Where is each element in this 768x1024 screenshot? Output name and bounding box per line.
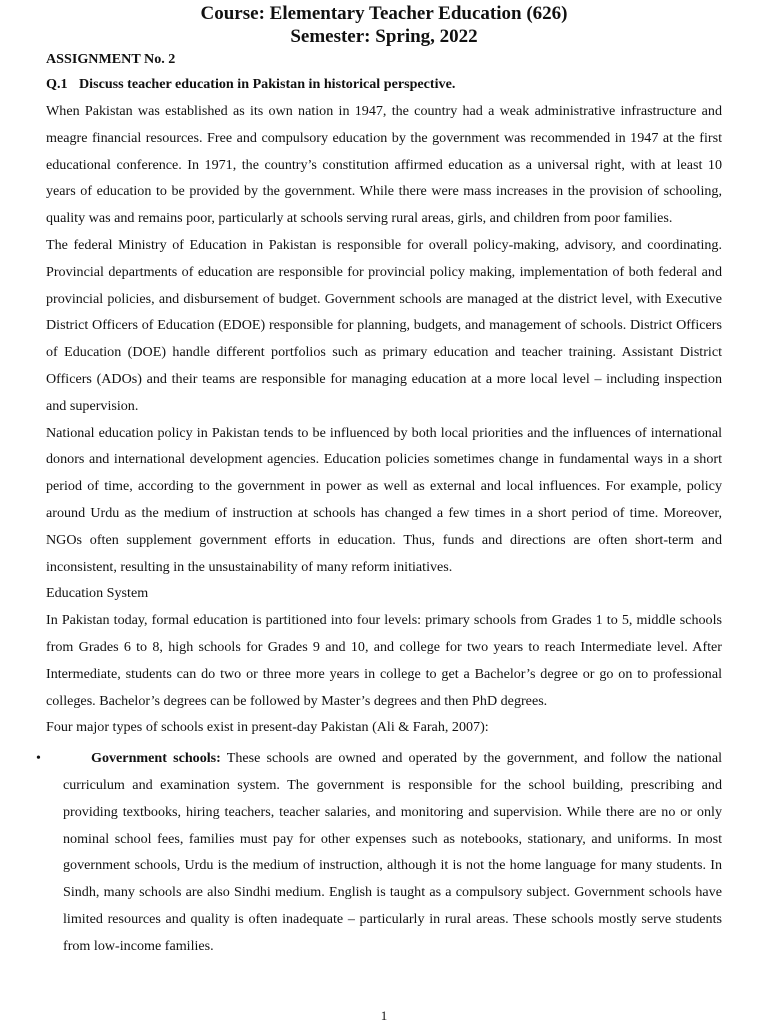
semester-title: Semester: Spring, 2022 xyxy=(290,26,478,47)
bullet-paragraph xyxy=(63,745,722,959)
bullet-icon: • xyxy=(36,750,41,767)
document-header xyxy=(0,0,768,48)
paragraph-policy: National education policy in Pakistan tends to be influenced by both local priorities and the influences of international donors and international development agencies. Education policies sometimes change in fundamental ways in a short period of time, according to the government in power as well as external and local influences. For example, policy around Urdu as the medium of instruction at schools has changed a few times in a short period of time. Moreover, NGOs often supplement government efforts in education. Thus, funds and directions are often short-term and inconsistent, resulting in the unsustainability of many reform initiatives. xyxy=(46,424,722,575)
question-number: Q.1 xyxy=(46,76,68,92)
document-body xyxy=(36,49,722,960)
paragraph-education-system: In Pakistan today, formal education is partitioned into four levels: primary schools from Grades 1 to 5, middle schools from Grades 6 to 8, high schools for Grades 9 and 10, and college for two years to reach Intermediate level. After Intermediate, students can do two or three more years in college to get a Bachelor’s degree or go on to professional colleges. Bachelor’s degrees can be followed by Master’s degrees and then PhD degrees. xyxy=(46,612,722,709)
bullet-text: These schools are owned and operated by the government, and follow the national curriculum and examination system. The government is responsible for the school building, prescribing and providing textbooks, hiring teachers, teacher salaries, and monitoring and supervision. While there are no or only nominal school fees, families must pay for other expenses such as notebooks, stationary, and uniforms. In most government schools, Urdu is the medium of instruction, although it is not the home language for many students. In Sindh, many schools are also Sindhi medium. English is taught as a compulsory subject. Government schools have limited resources and quality is often inadequate – particularly in rural areas. These schools mostly serve students from low-income families. xyxy=(63,750,722,954)
course-title: Course: Elementary Teacher Education (626) xyxy=(200,3,568,24)
paragraph-ministry: The federal Ministry of Education in Pakistan is responsible for overall policy-making, advisory, and coordinating. Provincial departments of education are responsible for provincial policy making, implementation of both federal and provincial policies, and disbursement of budget. Government schools are managed at the district level, with Executive District Officers of Education (EDOE) responsible for planning, budgets, and management of schools. District Officers of Education (DOE) handle different portfolios such as primary education and teacher training. Assistant District Officers (ADOs) and their teams are responsible for managing education at a more local level – including inspection and supervision. xyxy=(46,236,722,414)
list-item-government-schools xyxy=(36,745,722,959)
education-system-heading: Education System xyxy=(46,585,149,602)
page-number: 1 xyxy=(380,1008,388,1023)
paragraph-history: When Pakistan was established as its own nation in 1947, the country had a weak administrative infrastructure and meagre financial resources. Free and compulsory education by the government was recommended in 1947 at the first educational conference. In 1971, the country’s constitution affirmed education as a universal right, with at least 10 years of education to be provided by the government. While there were mass increases in the provision of schooling, quality was and remains poor, particularly at schools serving rural areas, girls, and children from poor families. xyxy=(46,103,722,227)
question-text: Discuss teacher education in Pakistan in historical perspective. xyxy=(79,76,456,92)
school-types-intro: Four major types of schools exist in present-day Pakistan (Ali & Farah, 2007): xyxy=(46,719,489,736)
question-heading xyxy=(46,73,722,95)
assignment-title: ASSIGNMENT No. 2 xyxy=(46,51,176,67)
bullet-title: Government schools: xyxy=(91,750,221,767)
